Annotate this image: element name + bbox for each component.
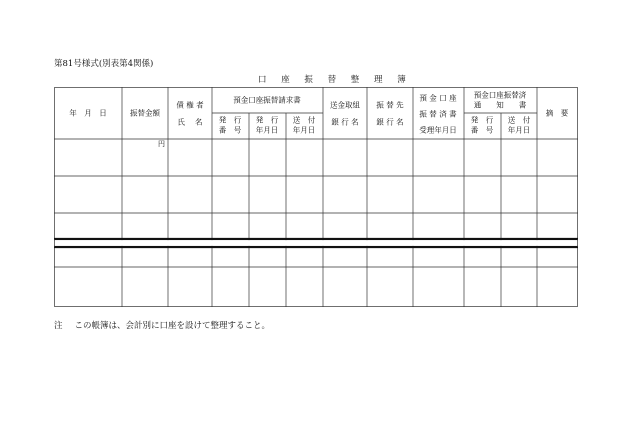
table-row bbox=[54, 247, 578, 267]
header-req-send-date-line1: 送 付 bbox=[292, 115, 316, 125]
header-req-issue-no-line1: 発 行 bbox=[218, 115, 242, 125]
header-transfer-bank-line1: 振 替 先 bbox=[376, 100, 404, 110]
note-prefix: 注 bbox=[54, 321, 63, 331]
header-remit-bank-line2: 銀 行 名 bbox=[331, 117, 359, 127]
header-amount: 振替金額 bbox=[130, 108, 160, 118]
header-notice-send-date-line1: 送 付 bbox=[507, 115, 531, 125]
header-creditor-line1: 債 権 者 bbox=[176, 100, 204, 110]
yen-unit-label: 円 bbox=[158, 140, 165, 148]
header-req-issue-date-line1: 発 行 bbox=[255, 115, 279, 125]
header-date: 年 月 日 bbox=[69, 108, 107, 118]
header-notice-group-line1: 預金口座振替済 bbox=[473, 90, 527, 100]
header-notice-send-date-line2: 年月日 bbox=[507, 125, 531, 135]
table-row bbox=[54, 139, 578, 176]
header-notice-issue-no-line2: 番 号 bbox=[470, 125, 494, 135]
note-text: この帳簿は、会計別に口座を設けて整理すること。 bbox=[74, 321, 271, 331]
table-row bbox=[54, 176, 578, 213]
table-row bbox=[54, 213, 578, 239]
table-row bbox=[54, 267, 578, 307]
header-notice-issue-no-line1: 発 行 bbox=[470, 115, 494, 125]
header-notice-group-line2: 通 知 書 bbox=[473, 100, 527, 110]
header-transfer-bank-line2: 銀 行 名 bbox=[376, 117, 404, 127]
document-title: 口 座 振 替 整 理 簿 bbox=[258, 75, 412, 85]
header-remarks: 摘 要 bbox=[545, 108, 569, 118]
header-req-issue-no-line2: 番 号 bbox=[218, 125, 242, 135]
footer-note bbox=[54, 319, 270, 331]
header-creditor-line2: 氏 名 bbox=[177, 117, 203, 127]
header-req-issue-date-line2: 年月日 bbox=[255, 125, 279, 135]
header-transfer-done-line2: 振 替 済 書 bbox=[419, 109, 457, 119]
header-transfer-done-line1: 預 金 口 座 bbox=[419, 93, 457, 103]
header-req-send-date-line2: 年月日 bbox=[292, 125, 316, 135]
header-remit-bank-line1: 送金取組 bbox=[330, 100, 360, 110]
header-request-group: 預金口座振替請求書 bbox=[233, 95, 301, 105]
ledger-table bbox=[54, 87, 578, 307]
form-number: 第81号様式(別表第4関係) bbox=[54, 59, 154, 69]
header-transfer-done-line3: 受理年月日 bbox=[419, 125, 457, 135]
